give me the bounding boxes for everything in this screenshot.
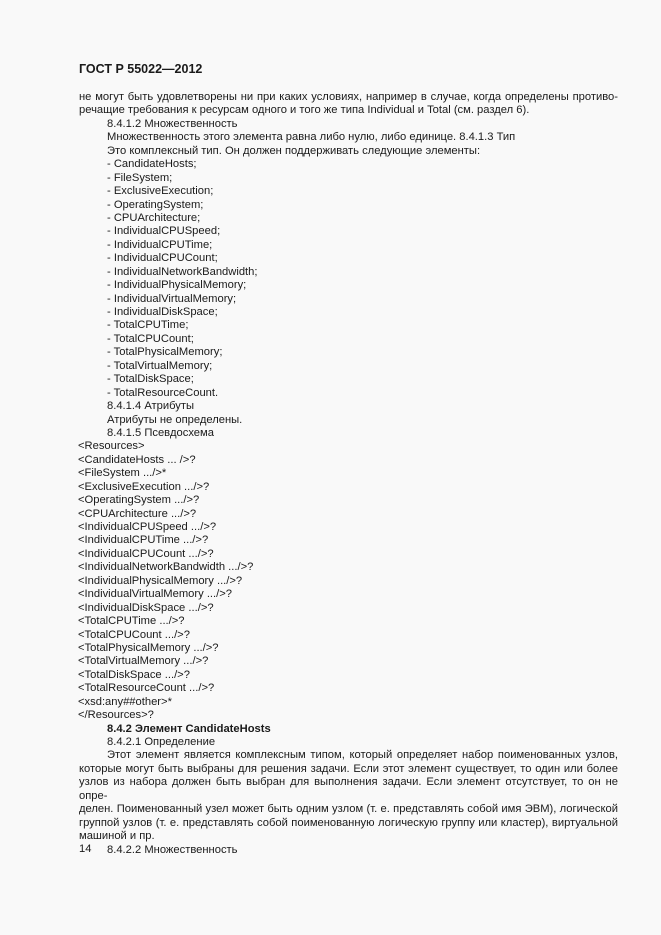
definition-line: узлов из набора должен быть выбран для выполнения задачи. Если элемент отсутствует, то он не опре- [79, 776, 618, 802]
code-line: <TotalVirtualMemory .../>? [78, 655, 209, 668]
section-heading-8-4-1-5: 8.4.1.5 Псевдосхема [107, 426, 214, 439]
pseudoschema-block [79, 440, 618, 722]
attributes-text: Атрибуты не определены. [107, 413, 243, 426]
list-item: - IndividualDiskSpace; [107, 306, 218, 319]
code-line: <xsd:any##other>* [78, 695, 172, 708]
list-item: - TotalCPUCount; [107, 332, 194, 345]
document-header: ГОСТ Р 55022—2012 [79, 62, 203, 76]
code-line: <IndividualPhysicalMemory .../>? [78, 574, 243, 587]
list-item: - CandidateHosts; [107, 158, 197, 171]
definition-line: которые могут быть выбраны для решения задачи. Если этот элемент существует, то один или более [79, 762, 618, 775]
list-item: - FileSystem; [107, 171, 173, 184]
code-line: <TotalDiskSpace .../>? [78, 668, 190, 681]
code-line: <CandidateHosts ... />? [78, 453, 196, 466]
code-line: <IndividualCPUSpeed .../>? [78, 521, 217, 534]
code-line: <TotalPhysicalMemory .../>? [78, 641, 219, 654]
list-item: - TotalVirtualMemory; [107, 359, 213, 372]
definition-line-last: машиной и пр. [79, 830, 155, 843]
section-heading-8-4-1-4: 8.4.1.4 Атрибуты [107, 400, 195, 413]
code-line: <TotalResourceCount .../>? [78, 682, 215, 695]
code-line: <ExclusiveExecution .../>? [78, 480, 210, 493]
list-item: - TotalDiskSpace; [107, 373, 194, 386]
list-item: - IndividualPhysicalMemory; [107, 279, 247, 292]
definition-line: делен. Поименованный узел может быть одним узлом (т. е. представлять собой имя ЭВМ), логической [79, 803, 618, 816]
element-list [79, 158, 618, 400]
code-line: <Resources> [78, 440, 145, 453]
list-item: - IndividualCPUTime; [107, 238, 213, 251]
code-line: <IndividualCPUTime .../>? [78, 534, 209, 547]
multiplicity-text: Множественность этого элемента равна либо нулю, либо единице. 8.4.1.3 Тип [107, 131, 516, 144]
code-line: <CPUArchitecture .../>? [78, 507, 197, 520]
list-item: - IndividualVirtualMemory; [107, 292, 237, 305]
list-item: - IndividualNetworkBandwidth; [107, 265, 258, 278]
code-line: <TotalCPUTime .../>? [78, 615, 185, 628]
intro-line-2: речащие требования к ресурсам одного и того же типа Individual и Total (см. раздел 6). [79, 104, 530, 117]
definition-line: Этот элемент является комплексным типом, который определяет набор поименованных узлов, [107, 749, 618, 762]
list-item: - TotalResourceCount. [107, 386, 219, 399]
list-item: - TotalPhysicalMemory; [107, 346, 223, 359]
section-heading-8-4-2-2: 8.4.2.2 Множественность [107, 843, 238, 856]
list-item: - ExclusiveExecution; [107, 185, 214, 198]
section-heading-8-4-1-2: 8.4.1.2 Множественность [107, 117, 238, 130]
definition-line: группой узлов (т. е. представлять собой поименованную логическую группу или кластер), виртуальной [79, 816, 618, 829]
code-line: <IndividualCPUCount .../>? [78, 547, 214, 560]
code-line: <OperatingSystem .../>? [78, 494, 200, 507]
code-line: <IndividualDiskSpace .../>? [78, 601, 214, 614]
page-number: 14 [79, 843, 92, 855]
code-line: <FileSystem .../>* [78, 467, 167, 480]
document-body [79, 91, 618, 857]
definition-paragraph [79, 749, 618, 843]
list-item: - IndividualCPUSpeed; [107, 225, 221, 238]
type-intro: Это комплексный тип. Он должен поддерживать следующие элементы: [107, 144, 481, 157]
list-item: - CPUArchitecture; [107, 211, 201, 224]
section-heading-8-4-2-1: 8.4.2.1 Определение [107, 736, 216, 749]
code-line: <IndividualVirtualMemory .../>? [78, 588, 233, 601]
code-line: <TotalCPUCount .../>? [78, 628, 190, 641]
section-heading-8-4-2: 8.4.2 Элемент CandidateHosts [107, 722, 271, 735]
list-item: - IndividualCPUCount; [107, 252, 218, 265]
intro-line-1: не могут быть удовлетворены ни при каких условиях, например в случае, когда определены противо- [79, 91, 618, 103]
code-line: </Resources>? [78, 709, 154, 722]
list-item: - OperatingSystem; [107, 198, 204, 211]
list-item: - TotalCPUTime; [107, 319, 189, 332]
code-line: <IndividualNetworkBandwidth .../>? [78, 561, 254, 574]
